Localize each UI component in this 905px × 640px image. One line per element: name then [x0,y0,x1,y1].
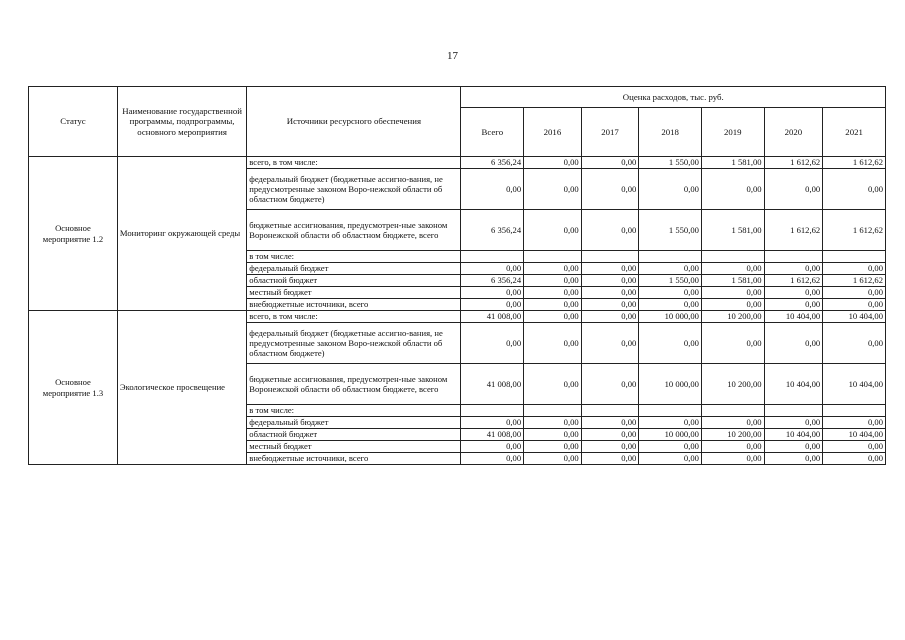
value-cell: 0,00 [581,263,639,275]
value-cell: 1 581,00 [701,275,764,287]
value-cell: 0,00 [701,441,764,453]
value-cell: 1 612,62 [764,275,823,287]
header-row [29,87,886,108]
status-cell: Основное мероприятие 1.2 [29,157,118,311]
value-cell: 10 404,00 [823,311,886,323]
header-expenses: Оценка расходов, тыс. руб. [461,87,886,108]
value-cell: 0,00 [639,417,702,429]
value-cell: 10 200,00 [701,311,764,323]
header-col-2016: 2016 [524,108,582,157]
value-cell: 0,00 [581,311,639,323]
value-cell [823,251,886,263]
value-cell: 0,00 [701,287,764,299]
value-cell [823,405,886,417]
source-cell: областной бюджет [247,429,461,441]
value-cell: 0,00 [524,210,582,251]
value-cell: 0,00 [524,311,582,323]
value-cell: 0,00 [461,287,524,299]
value-cell: 1 581,00 [701,157,764,169]
source-cell: местный бюджет [247,441,461,453]
value-cell: 0,00 [461,323,524,364]
value-cell: 0,00 [639,263,702,275]
value-cell: 0,00 [524,169,582,210]
value-cell: 0,00 [581,169,639,210]
source-cell: всего, в том числе: [247,157,461,169]
value-cell: 0,00 [764,287,823,299]
value-cell: 0,00 [581,323,639,364]
value-cell: 10 404,00 [764,364,823,405]
value-cell: 0,00 [524,299,582,311]
value-cell [701,405,764,417]
value-cell: 0,00 [639,169,702,210]
value-cell: 0,00 [524,453,582,465]
value-cell: 10 200,00 [701,429,764,441]
source-cell: в том числе: [247,405,461,417]
value-cell: 0,00 [524,323,582,364]
value-cell: 0,00 [701,169,764,210]
header-col-total: Всего [461,108,524,157]
value-cell: 0,00 [639,441,702,453]
value-cell: 41 008,00 [461,364,524,405]
value-cell: 1 550,00 [639,275,702,287]
value-cell: 6 356,24 [461,157,524,169]
value-cell: 0,00 [524,441,582,453]
value-cell: 0,00 [524,417,582,429]
value-cell: 0,00 [461,441,524,453]
value-cell [639,251,702,263]
value-cell [581,251,639,263]
value-cell: 1 612,62 [764,210,823,251]
value-cell: 0,00 [823,417,886,429]
value-cell [461,405,524,417]
source-cell: федеральный бюджет (бюджетные ассигно-вания, не предусмотренные законом Воро-нежской области об областном бюджете) [247,169,461,210]
value-cell: 0,00 [701,323,764,364]
header-name: Наименование государственной программы, подпрограммы, основного мероприятия [117,87,246,157]
value-cell: 0,00 [764,299,823,311]
value-cell [764,405,823,417]
value-cell: 0,00 [823,299,886,311]
source-cell: федеральный бюджет [247,263,461,275]
value-cell: 0,00 [524,364,582,405]
value-cell: 41 008,00 [461,429,524,441]
value-cell: 10 200,00 [701,364,764,405]
header-col-2017: 2017 [581,108,639,157]
value-cell: 0,00 [639,287,702,299]
source-cell: местный бюджет [247,287,461,299]
source-cell: областной бюджет [247,275,461,287]
value-cell: 0,00 [581,299,639,311]
value-cell: 0,00 [524,275,582,287]
table-row [29,157,886,169]
value-cell: 0,00 [581,417,639,429]
source-cell: внебюджетные источники, всего [247,453,461,465]
value-cell: 0,00 [581,210,639,251]
value-cell: 0,00 [461,263,524,275]
value-cell: 0,00 [524,429,582,441]
value-cell: 41 008,00 [461,311,524,323]
table-row [29,311,886,323]
value-cell: 0,00 [581,287,639,299]
value-cell: 0,00 [764,323,823,364]
header-col-2020: 2020 [764,108,823,157]
value-cell: 0,00 [639,323,702,364]
program-name-cell: Экологическое просвещение [117,311,246,465]
value-cell: 1 550,00 [639,210,702,251]
value-cell: 0,00 [764,453,823,465]
source-cell: всего, в том числе: [247,311,461,323]
value-cell [461,251,524,263]
value-cell: 0,00 [823,323,886,364]
value-cell: 0,00 [701,263,764,275]
value-cell: 0,00 [639,299,702,311]
header-col-2021: 2021 [823,108,886,157]
value-cell: 1 612,62 [764,157,823,169]
value-cell: 0,00 [461,417,524,429]
value-cell: 0,00 [581,275,639,287]
value-cell: 0,00 [581,429,639,441]
header-col-2019: 2019 [701,108,764,157]
value-cell: 0,00 [461,453,524,465]
value-cell: 0,00 [581,157,639,169]
value-cell: 10 404,00 [823,429,886,441]
value-cell: 1 550,00 [639,157,702,169]
value-cell: 1 612,62 [823,275,886,287]
page-number: 17 [447,50,458,62]
source-cell: бюджетные ассигнования, предусмотрен-ные законом Воронежской области об областном бюджете, всего [247,210,461,251]
value-cell: 10 000,00 [639,311,702,323]
status-cell: Основное мероприятие 1.3 [29,311,118,465]
value-cell: 0,00 [764,417,823,429]
value-cell [639,405,702,417]
value-cell: 0,00 [764,441,823,453]
value-cell: 1 612,62 [823,210,886,251]
value-cell: 0,00 [701,417,764,429]
header-source: Источники ресурсного обеспечения [247,87,461,157]
budget-table [28,86,886,465]
value-cell: 0,00 [581,453,639,465]
value-cell: 0,00 [701,299,764,311]
program-name-cell: Мониторинг окружающей среды [117,157,246,311]
value-cell: 1 612,62 [823,157,886,169]
source-cell: в том числе: [247,251,461,263]
value-cell: 0,00 [524,263,582,275]
budget-body [29,157,886,465]
value-cell: 1 581,00 [701,210,764,251]
value-cell [524,405,582,417]
value-cell: 0,00 [823,169,886,210]
value-cell: 0,00 [524,287,582,299]
value-cell: 10 404,00 [764,311,823,323]
source-cell: федеральный бюджет [247,417,461,429]
value-cell: 0,00 [823,287,886,299]
value-cell: 0,00 [581,364,639,405]
value-cell: 0,00 [764,263,823,275]
source-cell: бюджетные ассигнования, предусмотрен-ные законом Воронежской области об областном бюджете, всего [247,364,461,405]
value-cell: 0,00 [701,453,764,465]
header-col-2018: 2018 [639,108,702,157]
value-cell: 0,00 [764,169,823,210]
value-cell: 0,00 [823,453,886,465]
value-cell: 0,00 [461,169,524,210]
value-cell [581,405,639,417]
header-status: Статус [29,87,118,157]
value-cell: 10 000,00 [639,364,702,405]
value-cell: 10 404,00 [823,364,886,405]
value-cell [701,251,764,263]
value-cell [524,251,582,263]
value-cell: 0,00 [639,453,702,465]
value-cell: 6 356,24 [461,210,524,251]
value-cell: 10 404,00 [764,429,823,441]
value-cell: 6 356,24 [461,275,524,287]
value-cell: 0,00 [524,157,582,169]
value-cell: 0,00 [823,441,886,453]
value-cell [764,251,823,263]
value-cell: 0,00 [823,263,886,275]
source-cell: федеральный бюджет (бюджетные ассигно-вания, не предусмотренные законом Воро-нежской области об областном бюджете) [247,323,461,364]
value-cell: 0,00 [461,299,524,311]
source-cell: внебюджетные источники, всего [247,299,461,311]
value-cell: 0,00 [581,441,639,453]
value-cell: 10 000,00 [639,429,702,441]
